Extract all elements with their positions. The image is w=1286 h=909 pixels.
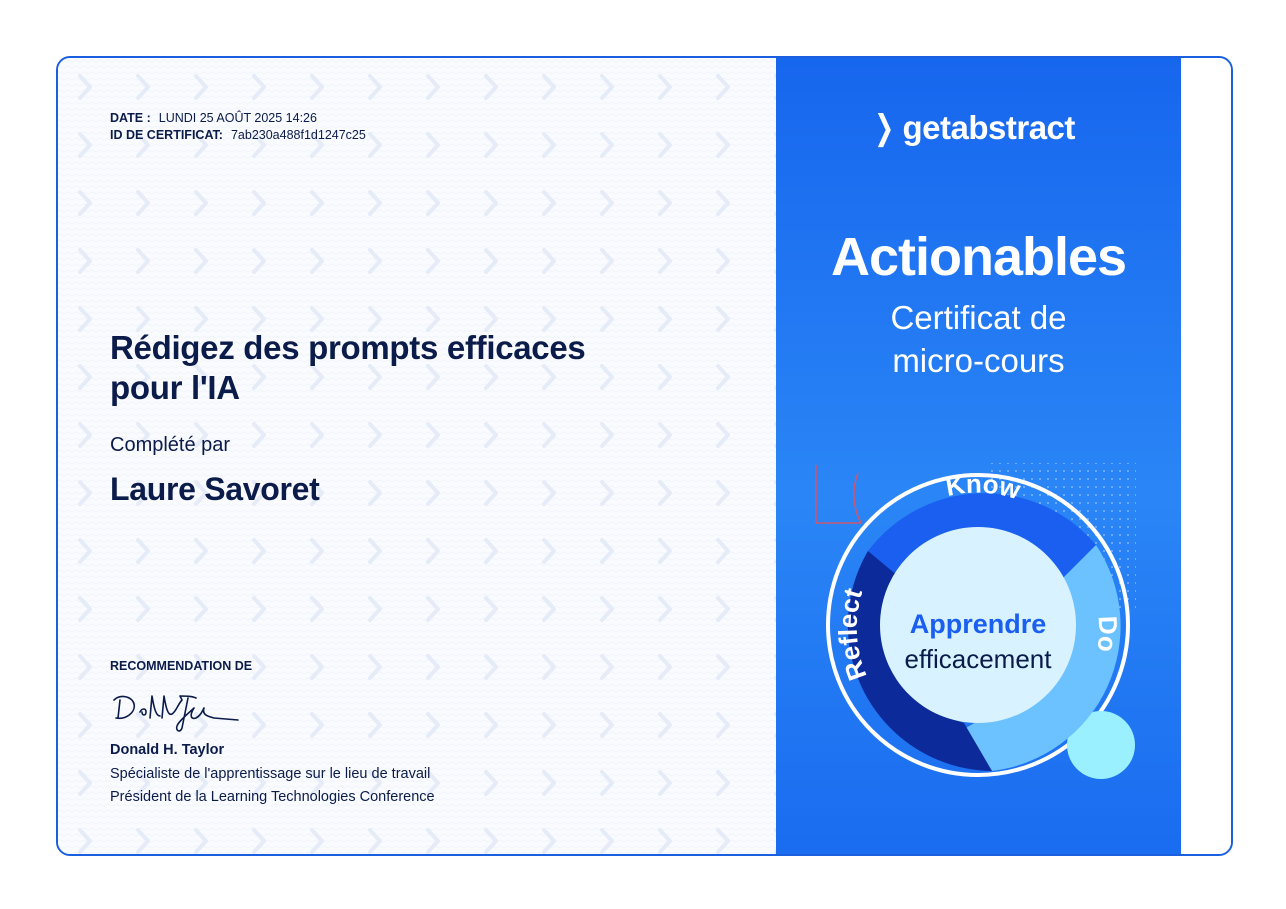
date-row — [110, 110, 366, 127]
course-title — [110, 328, 670, 408]
course-title-line2: pour l'IA — [110, 369, 240, 406]
logo-chevron-icon: ❯ — [874, 109, 895, 147]
red-accent-arc-icon — [816, 465, 861, 523]
certificate-id-row — [110, 127, 366, 144]
wheel-center-line2: efficacement — [904, 644, 1052, 674]
wheel-label-reflect: Reflect — [832, 584, 873, 685]
certificate-frame — [56, 56, 1233, 856]
signature-image — [106, 678, 246, 738]
completed-by-label: Complété par — [110, 434, 231, 456]
right-margin-strip — [1181, 58, 1231, 854]
wheel-label-know: Know — [943, 468, 1024, 506]
wheel-center-line1: Apprendre — [909, 609, 1047, 639]
certificate-subtitle — [776, 296, 1181, 382]
brand-panel — [776, 58, 1181, 854]
certificate-meta — [110, 110, 366, 144]
recommendation-label: RECOMMENDATION DE — [110, 659, 253, 673]
wheel-label-do: Do — [1091, 615, 1124, 654]
course-title-line1: Rédigez des prompts efficaces — [110, 329, 586, 366]
subtitle-line1: Certificat de — [890, 299, 1067, 336]
subtitle-line2: micro-cours — [892, 342, 1065, 379]
certificate-left-panel — [58, 58, 776, 854]
signer-role-line1: Spécialiste de l'apprentissage sur le lieu de travail — [110, 766, 431, 782]
certificate-id-value: 7ab230a488f1d1247c25 — [230, 128, 366, 142]
learner-name: Laure Savoret — [110, 471, 320, 507]
learning-cycle-wheel — [806, 453, 1151, 798]
product-name: Actionables — [830, 227, 1127, 287]
signer-role-line2: Président de la Learning Technologies Conference — [110, 789, 435, 805]
logo-text: getabstract — [902, 109, 1075, 146]
signer-name: Donald H. Taylor — [110, 742, 225, 758]
getabstract-logo — [870, 106, 1075, 150]
certificate-id-label: ID DE CERTIFICAT: — [110, 128, 223, 142]
date-label: DATE : — [110, 111, 151, 125]
date-value: LUNDI 25 AOÛT 2025 14:26 — [158, 111, 317, 125]
